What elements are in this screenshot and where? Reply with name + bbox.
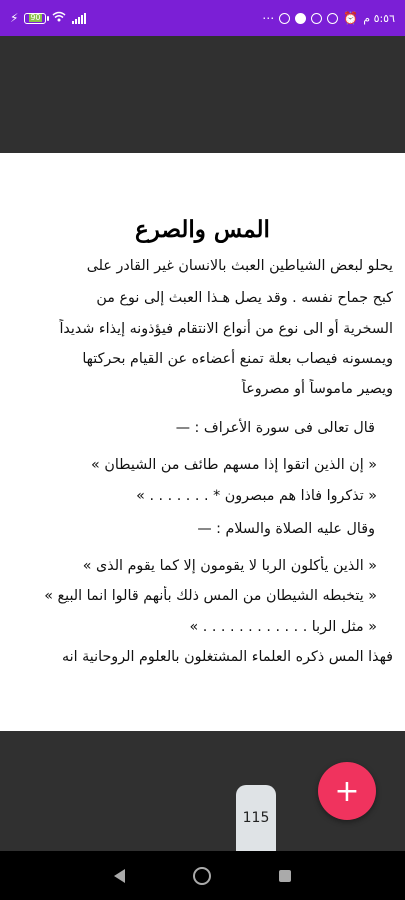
alarm-icon: ⏰ xyxy=(343,11,359,25)
navigation-bar xyxy=(0,851,405,900)
add-button[interactable]: + xyxy=(318,762,376,820)
text-line: السخرية أو الى نوع من أنواع الانتقام فيؤذونه إيذاء شديداً xyxy=(59,321,393,337)
wifi-icon xyxy=(52,11,66,25)
more-notifications-icon: ⋯ xyxy=(262,11,275,25)
text-line: « مثل الربا . . . . . . . . . . . . » xyxy=(189,619,377,635)
status-right xyxy=(262,11,395,25)
charging-icon: ⚡ xyxy=(10,11,19,25)
text-line: ويصير ماموساً أو مصروعاً xyxy=(241,381,393,397)
notification-icon xyxy=(295,13,306,24)
battery-level: 90 xyxy=(30,13,41,22)
battery-icon xyxy=(24,13,46,24)
text-line: قال تعالى فى سورة الأعراف : — xyxy=(175,420,375,436)
page-title: المس والصرع xyxy=(135,216,270,243)
text-line: فهذا المس ذكره العلماء المشتغلون بالعلوم الروحانية انه xyxy=(61,649,393,665)
text-line: « تذكروا فاذا هم مبصرون * . . . . . . . » xyxy=(136,488,377,504)
back-icon[interactable] xyxy=(114,869,125,883)
page-number-indicator: 115 xyxy=(236,785,276,851)
signal-icon xyxy=(72,13,86,24)
status-left xyxy=(10,11,86,25)
text-line: كبح جماح نفسه . وقد يصل هـذا العبث إلى نوع من xyxy=(96,290,393,306)
text-line: « الذين يأكلون الربا لا يقومون إلا كما يقوم الذى » xyxy=(82,558,377,574)
text-line: « إن الذين اتقوا إذا مسهم طائف من الشيطان » xyxy=(91,457,377,473)
clock: ٥:٥٦ م xyxy=(363,11,395,25)
status-bar xyxy=(0,0,405,36)
notification-icon xyxy=(327,13,338,24)
notification-icon xyxy=(279,13,290,24)
text-line: ويمسونه فيصاب بعلة تمنع أعضاءه عن القيام بحركتها xyxy=(82,351,393,367)
text-line: يحلو لبعض الشياطين العبث بالانسان غير القادر على xyxy=(86,258,393,274)
recent-apps-icon[interactable] xyxy=(279,870,291,882)
whatsapp-icon xyxy=(311,13,322,24)
document-page xyxy=(0,153,405,731)
text-line: وقال عليه الصلاة والسلام : — xyxy=(197,521,375,537)
home-icon[interactable] xyxy=(193,867,211,885)
text-line: « يتخبطه الشيطان من المس ذلك بأنهم قالوا انما البيع » xyxy=(44,588,377,604)
